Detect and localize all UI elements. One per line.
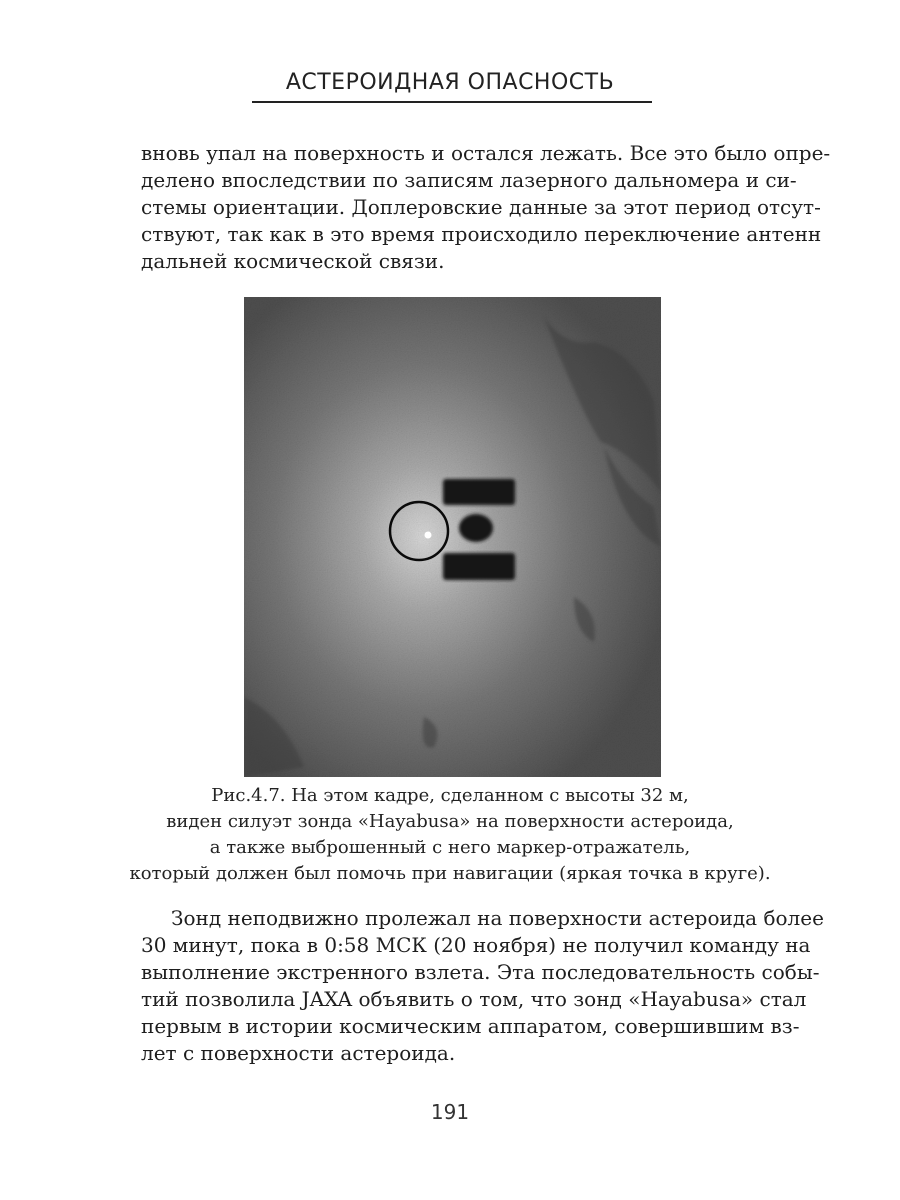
caption-line: который должен был помочь при навигации (яркая точка в круге). — [129, 863, 771, 884]
page-number: 191 — [430, 1100, 470, 1124]
text-line: делено впоследствии по записям лазерного дальномера и си- — [141, 168, 797, 192]
text-line: 30 минут, пока в 0:58 МСК (20 ноября) не получил команду на — [141, 933, 811, 957]
text-line: первым в истории космическим аппаратом, совершившим вз- — [141, 1014, 800, 1038]
figure-caption — [0, 783, 900, 887]
text-line: стемы ориентации. Доплеровские данные за этот период отсут- — [141, 195, 821, 219]
text-line: лет с поверхности астероида. — [141, 1041, 456, 1065]
caption-line: Рис.4.7. На этом кадре, сделанном с высоты 32 м, — [211, 785, 689, 806]
text-line: ствуют, так как в это время происходило переключение антенн — [141, 222, 822, 246]
paragraph-bottom — [141, 905, 824, 1067]
text-line: Зонд неподвижно пролежал на поверхности астероида более — [171, 906, 824, 930]
probe-shadow-panel — [443, 553, 515, 580]
text-line: дальней космической связи. — [141, 249, 445, 273]
running-head: АСТЕРОИДНАЯ ОПАСНОСТЬ — [285, 70, 615, 95]
text-line: вновь упал на поверхность и остался лежать. Все это было опре- — [141, 141, 831, 165]
caption-line: а также выброшенный с него маркер-отражатель, — [209, 837, 691, 858]
probe-shadow-panel — [443, 479, 515, 505]
running-head-rule — [252, 101, 652, 103]
paragraph-top — [141, 140, 831, 275]
text-line: тий позволила JAXA объявить о том, что зонд «Hayabusa» стал — [141, 987, 807, 1011]
probe-shadow-body — [459, 514, 493, 542]
text-line: выполнение экстренного взлета. Эта последовательность собы- — [141, 960, 820, 984]
target-marker-reflector — [425, 532, 432, 539]
caption-line: виден силуэт зонда «Hayabusa» на поверхности астероида, — [166, 811, 734, 832]
asteroid-photo — [244, 297, 661, 777]
